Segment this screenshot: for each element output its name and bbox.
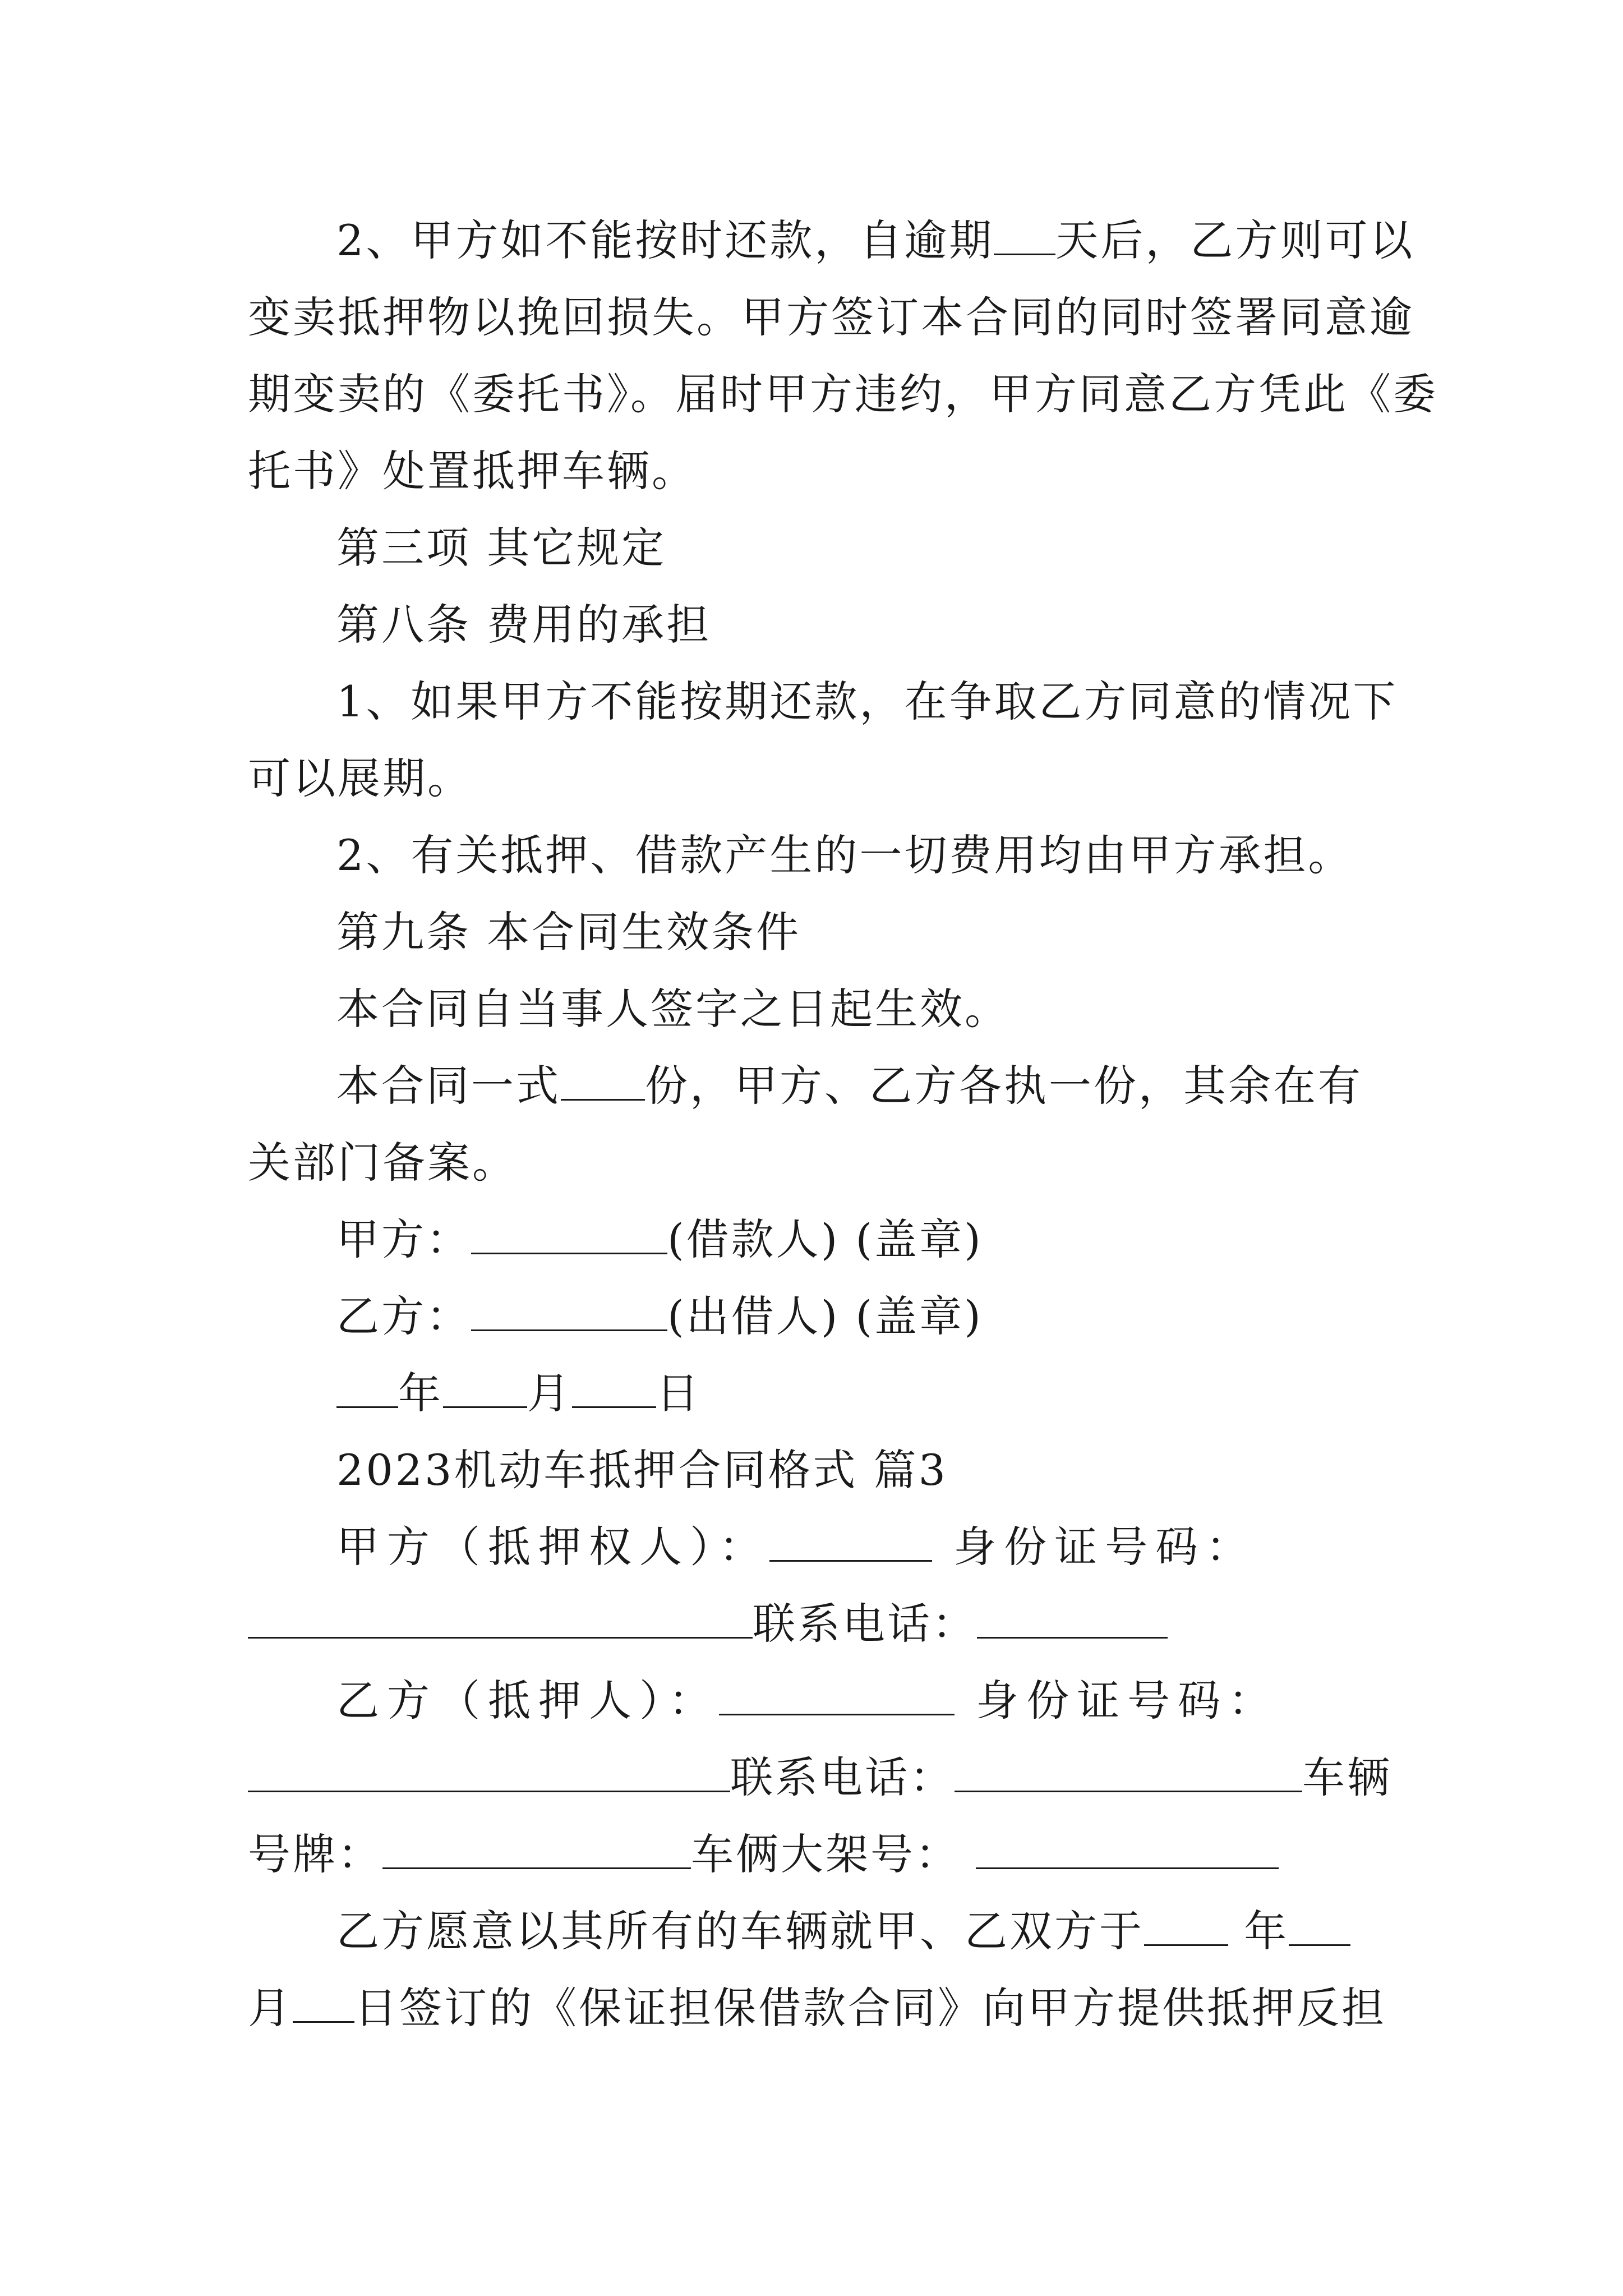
blank-field — [719, 1678, 955, 1715]
text: 身份证号码： — [976, 1676, 1279, 1726]
blank-field — [955, 1755, 1302, 1792]
text: 联系电话： — [753, 1599, 977, 1649]
blank-field — [976, 1832, 1279, 1869]
blank-field — [248, 1755, 730, 1792]
text: 车辆 — [1302, 1752, 1392, 1802]
paragraph-line: 本合同自当事人签字之日起生效。 — [336, 984, 1009, 1034]
text: 乙方（抵押人）： — [336, 1676, 719, 1726]
blank-field — [769, 1524, 932, 1562]
paragraph-line — [248, 1970, 1392, 2046]
text: 份，甲方、乙方各执一份，其余在有 — [645, 1061, 1363, 1111]
text: 月 — [248, 1983, 293, 2033]
text: (借款人) (盖章) — [667, 1214, 983, 1264]
party-b-line — [248, 1739, 1392, 1816]
text: 日签订的《保证担保借款合同》向甲方提供抵押反担 — [354, 1983, 1386, 2033]
party-a-line — [248, 1585, 1392, 1662]
section-heading: 第三项 其它规定 — [336, 523, 667, 573]
document-page — [248, 202, 1438, 2046]
text: 联系电话： — [730, 1752, 955, 1802]
signature-label: 乙方： — [336, 1291, 471, 1341]
party-a-line — [248, 1508, 1392, 1585]
text: 乙方愿意以其所有的车辆就甲、乙双方于 — [336, 1906, 1144, 1956]
text: (出借人) (盖章) — [667, 1291, 983, 1341]
paragraph-line: 2、有关抵押、借款产生的一切费用均由甲方承担。 — [336, 830, 1353, 880]
paragraph-line: 可以展期。 — [248, 753, 472, 803]
paragraph-line: 1、如果甲方不能按期还款，在争取乙方同意的情况下 — [336, 677, 1398, 726]
blank-field — [994, 218, 1055, 255]
party-b-line — [248, 1816, 1392, 1893]
text: 身份证号码： — [953, 1522, 1257, 1572]
blank-field — [248, 1601, 753, 1639]
date-line — [248, 1355, 1392, 1432]
blank-field — [471, 1294, 667, 1331]
blank-field — [561, 1063, 645, 1101]
blank-field — [977, 1601, 1168, 1639]
article-heading: 第九条 本合同生效条件 — [336, 907, 801, 957]
blank-field — [471, 1217, 667, 1254]
paragraph-line — [248, 202, 1415, 279]
blank-field — [293, 1985, 354, 2023]
paragraph-line — [248, 1047, 1392, 1124]
blank-field — [1289, 1908, 1350, 1946]
paragraph-line: 托书》处置抵押车辆。 — [248, 446, 697, 496]
signature-line-a — [248, 1201, 1392, 1278]
blank-field — [443, 1370, 527, 1408]
text: 年 — [1244, 1906, 1289, 1956]
text: 本合同一式 — [336, 1061, 561, 1111]
blank-field — [382, 1832, 691, 1869]
text: 天后，乙方则可以 — [1055, 215, 1415, 265]
text: 2、甲方如不能按时还款，自逾期 — [336, 215, 994, 265]
signature-label: 甲方： — [336, 1214, 471, 1264]
paragraph-line: 期变卖的《委托书》。届时甲方违约，甲方同意乙方凭此《委 — [248, 369, 1438, 419]
paragraph-line: 关部门备案。 — [248, 1138, 517, 1188]
text: 车俩大架号： — [691, 1829, 960, 1879]
article-heading: 第八条 费用的承担 — [336, 600, 712, 650]
blank-field — [572, 1370, 656, 1408]
section-heading: 2023机动车抵押合同格式 篇3 — [336, 1445, 948, 1495]
paragraph-line — [248, 1893, 1392, 1970]
text: 月 — [527, 1368, 572, 1418]
text: 年 — [398, 1368, 443, 1418]
blank-field — [336, 1370, 398, 1408]
text: 号牌： — [248, 1829, 382, 1879]
text: 日 — [656, 1368, 701, 1418]
signature-line-b — [248, 1278, 1392, 1355]
text: 甲方（抵押权人）： — [336, 1522, 769, 1572]
party-b-line — [248, 1662, 1392, 1739]
blank-field — [1144, 1908, 1228, 1946]
paragraph-line: 变卖抵押物以挽回损失。甲方签订本合同的同时签署同意逾 — [248, 292, 1414, 342]
